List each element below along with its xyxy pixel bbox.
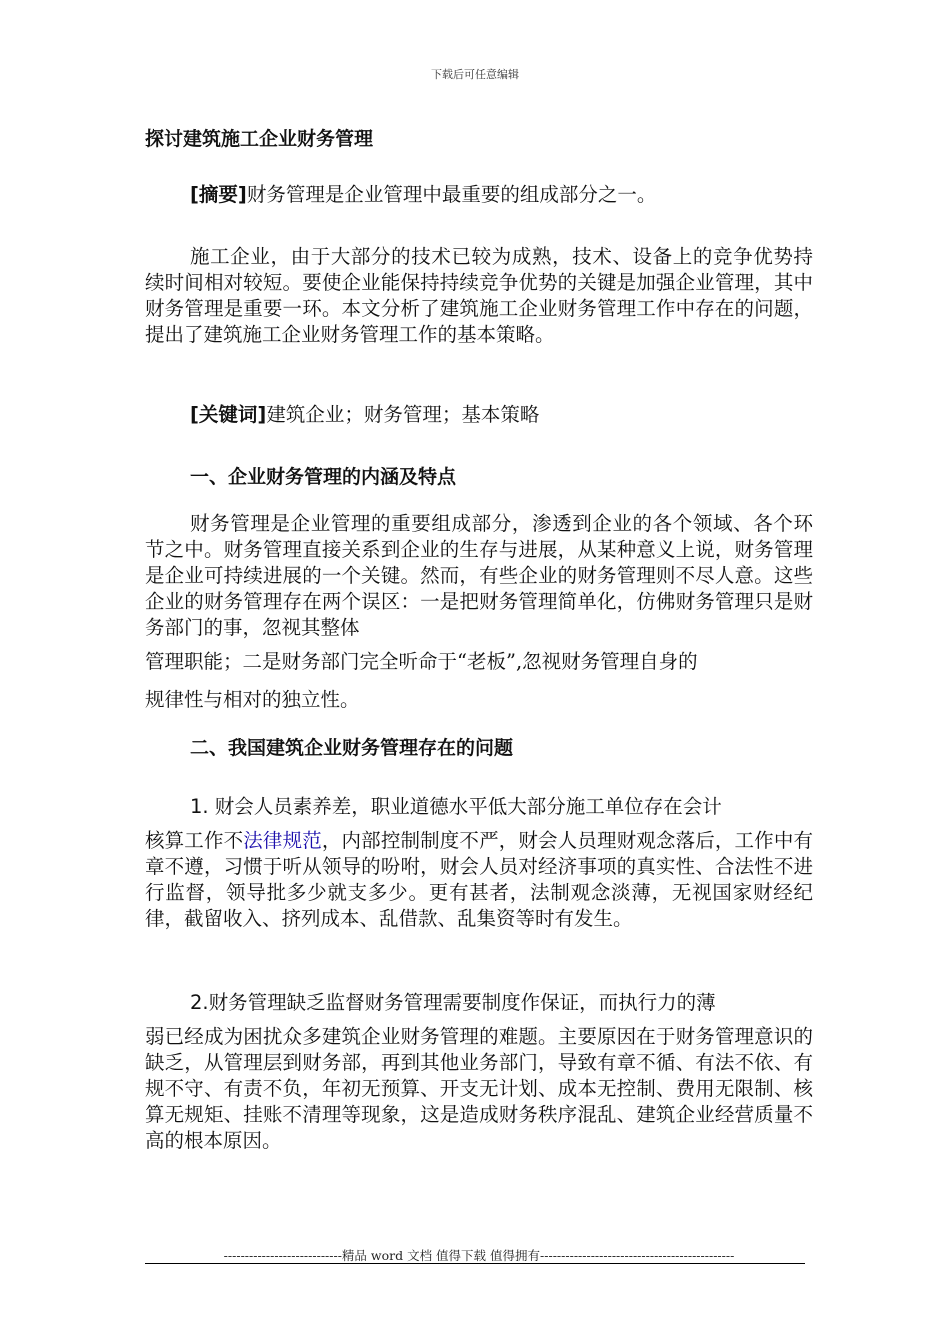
keywords-paragraph <box>145 402 813 428</box>
abstract-paragraph <box>145 182 813 208</box>
page-header: 下载后可任意编辑 <box>431 68 519 81</box>
item2-first-text: 财务管理缺乏监督财务管理需要制度作保证，而执行力的薄 <box>208 991 716 1014</box>
section1-heading: 一、企业财务管理的内涵及特点 <box>190 466 457 488</box>
keywords-label: [关键词] <box>190 403 267 426</box>
document-title: 探讨建筑施工企业财务管理 <box>145 128 374 150</box>
section2-heading: 二、我国建筑企业财务管理存在的问题 <box>190 737 514 759</box>
item1-pre-link: 核算工作不 <box>145 829 244 852</box>
footer-divider <box>145 1263 805 1264</box>
item2-number: 2. <box>190 991 209 1014</box>
item1-first-text: 财会人员素养差，职业道德水平低大部分施工单位存在会计 <box>208 795 722 818</box>
item1-first-line <box>190 791 858 819</box>
item1-body <box>145 828 813 932</box>
item2-first-line <box>190 987 858 1015</box>
item1-rest: ，内部控制制度不严，财会人员理财观念落后，工作中有章不遵，习惯于听从领导的吩咐，财会人员对经济事项的真实性、合法性不进行监督，领导批多少就支多少。更有甚者，法制观念淡薄，无视国家财经纪律，截留收入、挤列成本、乱借款、乱集资等时有发生。 <box>145 829 813 930</box>
abstract-label: [摘要] <box>190 183 247 206</box>
section1-body: 财务管理是企业管理的重要组成部分，渗透到企业的各个领域、各个环节之中。财务管理直接关系到企业的生存与进展，从某种意义上说，财务管理是企业可持续进展的一个关键。然而，有些企业的财务管理则不尽人意。这些企业的财务管理存在两个误区：一是把财务管理简单化，仿佛财务管理只是财务部门的事，忽视其整体 <box>145 512 813 639</box>
item1-number: 1. <box>190 795 209 818</box>
section1-line3: 规律性与相对的独立性。 <box>145 688 360 711</box>
item2-body: 弱已经成为困扰众多建筑企业财务管理的难题。主要原因在于财务管理意识的缺乏，从管理层到财务部，再到其他业务部门，导致有章不循、有法不依、有规不守、有责不负，年初无预算、开支无计划、成本无控制、费用无限制、核算无规矩、挂账不清理等现象，这是造成财务秩序混乱、建筑企业经营质量不高的根本原因。 <box>145 1025 813 1152</box>
keywords-text: 建筑企业；财务管理；基本策略 <box>266 403 540 426</box>
abstract-text: 财务管理是企业管理中最重要的组成部分之一。 <box>246 183 657 206</box>
page-footer: ----------------------------精品 word 文档 值得下载 值得拥有---------------------------------------------- <box>223 1248 735 1263</box>
section1-line2: 管理职能；二是财务部门完全听命于“老板”,忽视财务管理自身的 <box>145 650 698 673</box>
intro-paragraph: 施工企业，由于大部分的技术已较为成熟，技术、设备上的竞争优势持续时间相对较短。要使企业能保持持续竞争优势的关键是加强企业管理，其中财务管理是重要一环。本文分析了建筑施工企业财务管理工作中存在的问题，提出了建筑施工企业财务管理工作的基本策略。 <box>145 245 813 346</box>
legal-norms-link[interactable]: 法律规范 <box>243 829 322 852</box>
